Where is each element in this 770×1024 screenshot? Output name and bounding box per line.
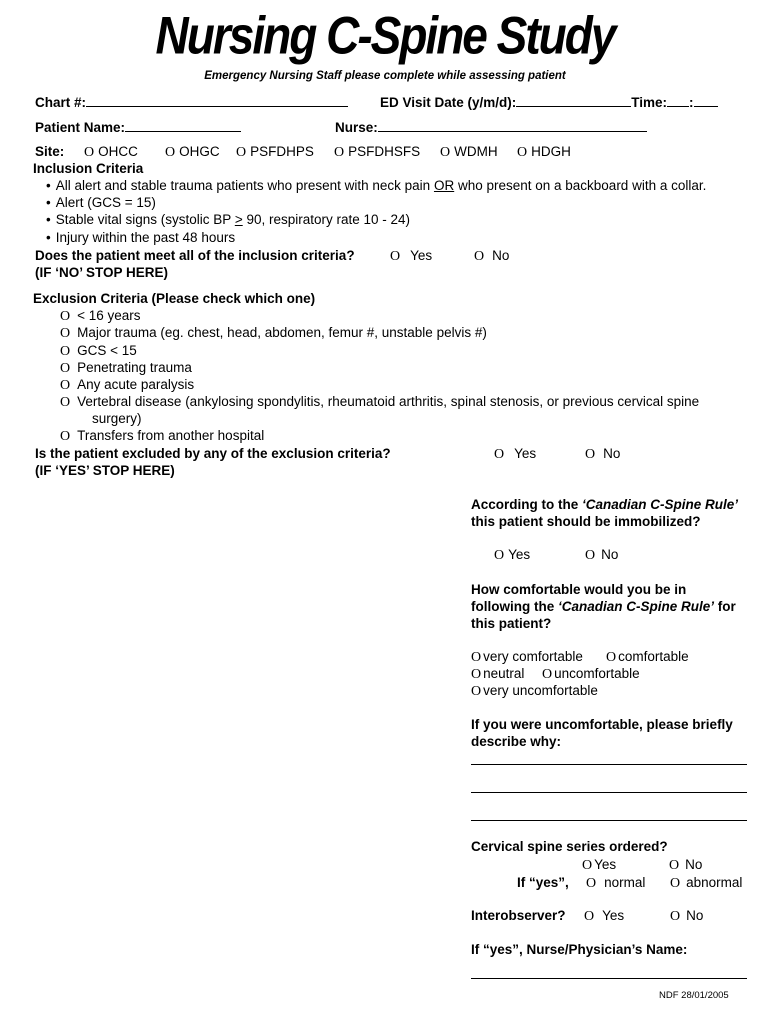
comfort-neutral-option[interactable]: O neutral [471,666,525,682]
radio-circle: O [670,909,681,924]
rule-question-line1: According to the ‘Canadian C-Spine Rule’ [471,497,739,512]
inclusion-no-option[interactable]: O No [474,248,510,264]
radio-circle: O [165,145,176,160]
interobserver-label: Interobserver? [471,908,566,923]
site-label: Site: [35,144,65,159]
radio-circle: O [84,145,95,160]
time-hour-line [667,94,689,107]
cspine-if-yes-label: If “yes”, [517,875,569,890]
radio-circle: O [585,548,596,563]
inclusion-heading: Inclusion Criteria [33,161,144,176]
bullet-icon: • [46,178,51,193]
comfort-very-uncomfortable-option[interactable]: O very uncomfortable [471,683,598,699]
checkbox-circle: O [60,361,71,376]
time-label: Time: [631,95,668,110]
radio-circle: O [670,876,681,891]
radio-circle: O [236,145,247,160]
radio-circle: O [669,858,680,873]
radio-circle: O [474,249,485,264]
site-option-label: OHGC [179,144,220,159]
cspine-series-no-option[interactable]: O No [669,857,703,873]
exclusion-item-continuation: surgery) [92,411,142,426]
radio-circle: O [606,650,617,665]
rule-yes-option[interactable]: O Yes [494,547,531,563]
exclusion-stop: (IF ‘YES’ STOP HERE) [35,463,175,478]
ed-visit-label: ED Visit Date (y/m/d): [380,95,517,110]
radio-circle: O [471,684,482,699]
patient-name-field[interactable] [35,119,241,135]
describe-line1: If you were uncomfortable, please briefly [471,717,733,732]
site-option-label: WDMH [454,144,498,159]
footer-code: NDF 28/01/2005 [659,990,729,1001]
comfort-comfortable-option[interactable]: O comfortable [606,649,689,665]
ed-visit-line [516,94,631,107]
bullet-icon: • [46,230,51,245]
form-title: Nursing C-Spine Study [155,5,615,65]
radio-circle: O [542,667,553,682]
chart-number-line [86,94,348,107]
patient-name-label: Patient Name: [35,120,126,135]
inclusion-stop: (IF ‘NO’ STOP HERE) [35,265,169,280]
chart-label: Chart #: [35,95,87,110]
exclusion-yes-option[interactable]: O Yes [494,446,537,462]
site-option-label: OHCC [98,144,138,159]
site-option-ohgc[interactable] [165,144,220,161]
exclusion-question: Is the patient excluded by any of the exclusion criteria? [35,446,391,461]
radio-circle: O [584,909,595,924]
exclusion-item[interactable]: O < 16 years [60,308,141,324]
inclusion-bullet-2: • Alert (GCS = 15) [46,195,156,210]
exclusion-heading: Exclusion Criteria (Please check which one) [33,291,316,306]
form-subtitle: Emergency Nursing Staff please complete while assessing patient [204,70,566,82]
cspine-series-question: Cervical spine series ordered? [471,839,668,854]
ed-visit-field[interactable] [380,94,718,110]
cspine-normal-option[interactable]: O normal [586,875,646,891]
time-minute-line [694,94,718,107]
radio-circle: O [586,876,597,891]
nurse-field[interactable] [335,119,647,135]
exclusion-item[interactable]: O Major trauma (eg. chest, head, abdomen, femur #, unstable pelvis #) [60,325,487,341]
checkbox-circle: O [60,344,71,359]
inclusion-bullet-3: • Stable vital signs (systolic BP > 90, respiratory rate 10 - 24) [46,212,411,227]
radio-circle: O [440,145,451,160]
interobserver-no-option[interactable]: O No [670,908,704,924]
exclusion-no-option[interactable]: O No [585,446,621,462]
exclusion-item[interactable]: O Vertebral disease (ankylosing spondylitis, rheumatoid arthritis, spinal stenosis, or previous cervical spine [60,394,700,410]
radio-circle: O [494,548,505,563]
cspine-series-yes-option[interactable]: O Yes [582,857,617,873]
site-option-label: PSFDHSFS [348,144,421,159]
radio-circle: O [390,249,401,264]
describe-answer-line-1[interactable] [471,764,747,765]
nurse-label: Nurse: [335,120,378,135]
nurse-line [378,119,647,132]
radio-circle: O [471,650,482,665]
inclusion-bullet-4: • Injury within the past 48 hours [46,230,236,245]
radio-circle: O [494,447,505,462]
interobserver-yes-option[interactable]: O Yes [584,908,625,924]
exclusion-item[interactable]: O GCS < 15 [60,343,137,359]
radio-circle: O [582,858,593,873]
describe-line2: describe why: [471,734,562,749]
checkbox-circle: O [60,395,71,410]
comfort-question-line1: How comfortable would you be in [471,582,687,597]
rule-question-line2: this patient should be immobilized? [471,514,701,529]
patient-name-line [125,119,241,132]
site-option-label: HDGH [531,144,571,159]
comfort-very-comfortable-option[interactable]: O very comfortable [471,649,583,665]
inclusion-bullet-1: • All alert and stable trauma patients who present with neck pain OR who present on a backboard with a collar. [46,178,707,193]
site-option-psfdhsfs[interactable] [334,144,420,161]
checkbox-circle: O [60,309,71,324]
radio-circle: O [517,145,528,160]
exclusion-item[interactable]: O Transfers from another hospital [60,428,265,444]
comfort-question-line2: following the ‘Canadian C-Spine Rule’ for [471,599,736,614]
inclusion-yes-option[interactable]: O Yes [390,248,433,264]
site-option-psfdhps[interactable] [236,144,314,161]
radio-circle: O [334,145,345,160]
exclusion-item[interactable]: O Penetrating trauma [60,360,192,376]
site-option-ohcc[interactable] [84,144,138,161]
inclusion-question: Does the patient meet all of the inclusion criteria? [35,248,355,263]
checkbox-circle: O [60,378,71,393]
time-colon: : [689,95,694,110]
site-option-label: PSFDHPS [250,144,314,159]
bullet-icon: • [46,195,51,210]
checkbox-circle: O [60,326,71,341]
site-option-hdgh[interactable] [517,144,571,161]
nurse-physician-name-line[interactable] [471,978,747,979]
comfort-uncomfortable-option[interactable]: O uncomfortable [542,666,640,682]
exclusion-item[interactable]: O Any acute paralysis [60,377,195,393]
radio-circle: O [585,447,596,462]
radio-circle: O [471,667,482,682]
nurse-physician-name-label: If “yes”, Nurse/Physician’s Name: [471,942,688,957]
chart-number-field[interactable] [35,94,348,110]
describe-answer-line-2[interactable] [471,792,747,793]
describe-answer-line-3[interactable] [471,820,747,821]
site-option-wdmh[interactable] [440,144,498,161]
cspine-abnormal-option[interactable]: O abnormal [670,875,743,891]
bullet-icon: • [46,212,51,227]
rule-no-option[interactable]: O No [585,547,619,563]
checkbox-circle: O [60,429,71,444]
comfort-question-line3: this patient? [471,616,552,631]
